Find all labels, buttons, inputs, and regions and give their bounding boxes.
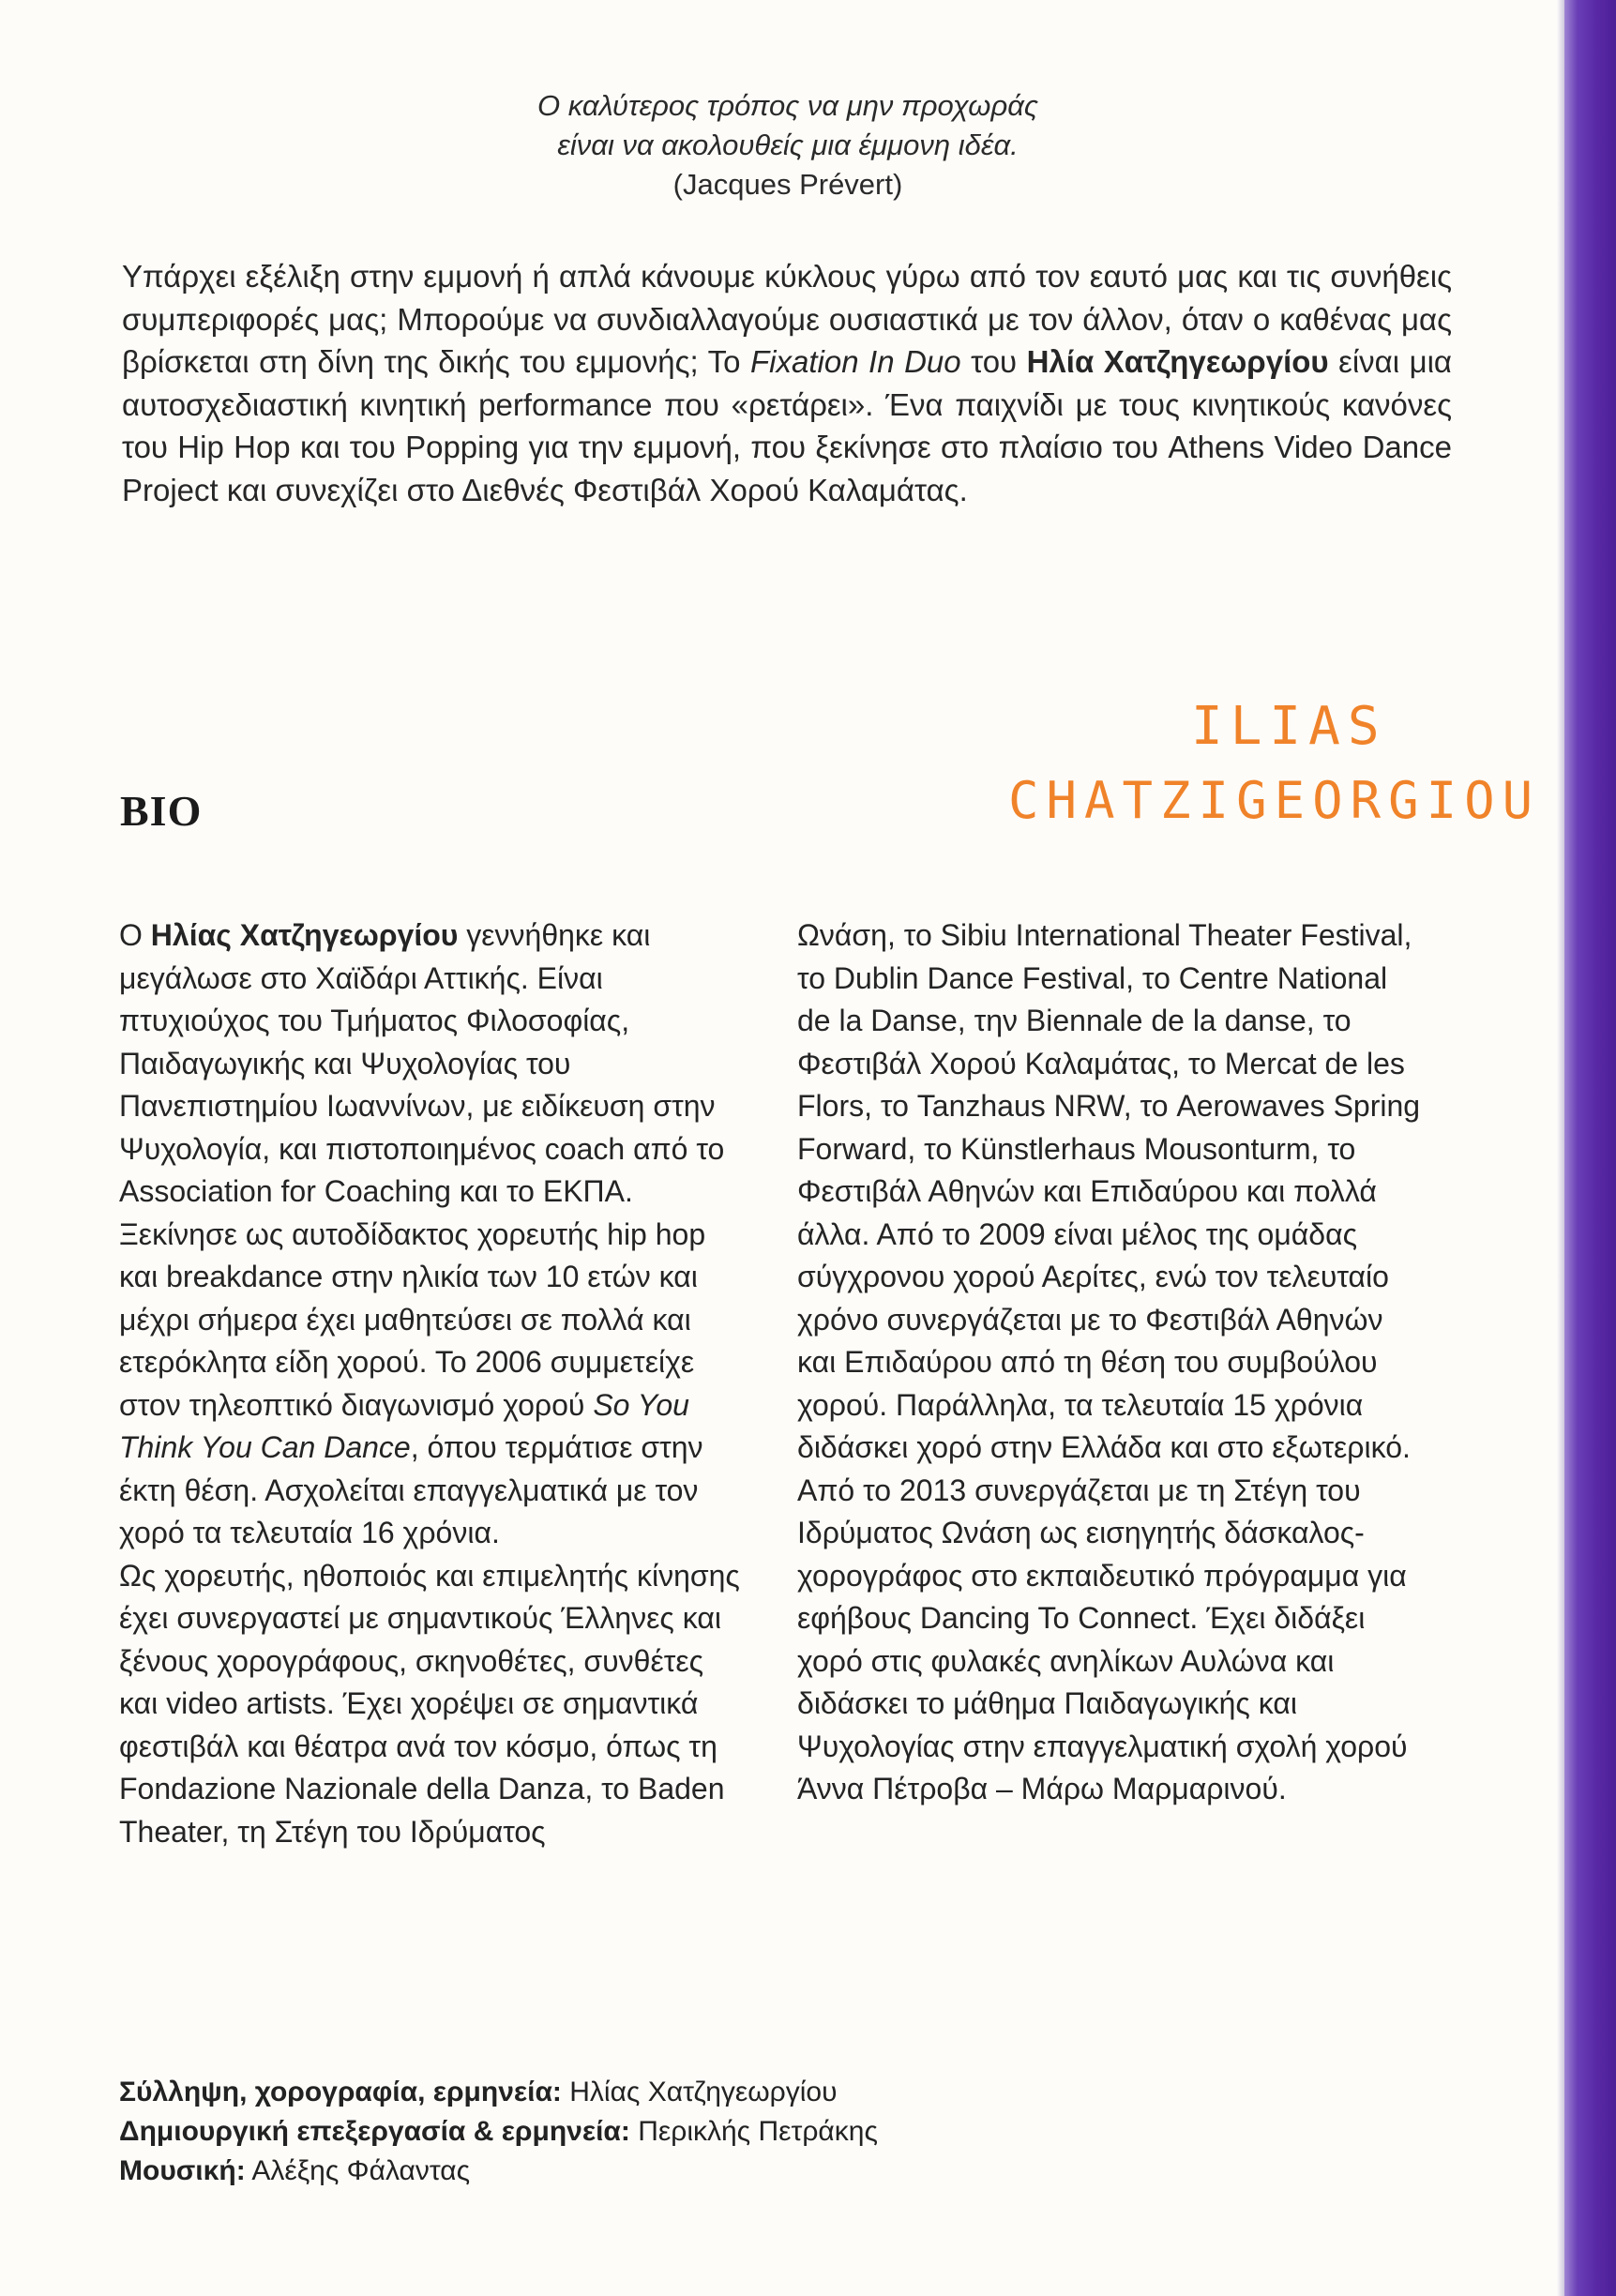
- quote-line-2: είναι να ακολουθείς μια έμμονη ιδέα.: [557, 128, 1019, 161]
- bio-paragraph-3: Ωνάση, το Sibiu International Theater Festival, το Dublin Dance Festival, το Centre National de la Danse, την Biennale de la danse, το Φεστιβάλ Χορού Καλαμάτας, το Mercat de les Flors, το Tanzhaus NRW, το Aerowaves Spring Forward, το Künstlerhaus Mousonturm, το Φεστιβάλ Αθηνών και Επιδαύρου και πολλά άλλα. Από το 2009 είναι μέλος της ομάδας σύγχρονου χορού Αερίτες, ενώ τον τελευταίο χρόνο συνεργάζεται με το Φεστιβάλ Αθηνών και Επιδαύρου από τη θέση του συμβούλου χορού. Παράλληλα, τα τελευταία 15 χρόνια διδάσκει χορό στην Ελλάδα και στο εξωτερικό. Από το 2013 συνεργάζεται με τη Στέγη του Ιδρύματος Ωνάση ως εισηγητής δάσκαλος-χορογράφος στο εκπαιδευτικό πρόγραμμα για εφήβους Dancing To Connect. Έχει διδάξει χορό στις φυλακές ανηλίκων Αυλώνα και διδάσκει το μάθημα Παιδαγωγικής και Ψυχολογίας στην επαγγελματική σχολή χορού Άννα Πέτροβα – Μάρω Μαρμαρινού.: [797, 918, 1421, 1805]
- intro-work-title: Fixation In Duo: [750, 344, 961, 379]
- credit-row: [119, 2073, 1338, 2112]
- intro-artist-name: Ηλία Χατζηγεωργίου: [1026, 344, 1329, 379]
- credit-label: Σύλληψη, χορογραφία, ερμηνεία:: [119, 2077, 562, 2107]
- artist-first-name: ILIAS: [1191, 696, 1387, 757]
- epigraph-quote: [375, 86, 1201, 204]
- bio-text: Ο: [119, 918, 151, 952]
- credit-label: Μουσική:: [119, 2155, 246, 2186]
- bio-text: γεννήθηκε και μεγάλωσε στο Χαϊδάρι Αττικής. Είναι πτυχιούχος του Τμήματος Φιλοσοφίας, Παιδαγωγικής και Ψυχολογίας του Πανεπιστημίου Ιωαννίνων, με ειδίκευση στην Ψυχολογία, και πιστοποιημένος coach από το Association for Coaching και το ΕΚΠΑ. Ξεκίνησε ως αυτοδίδακτος χορευτής hip hop και breakdance στην ηλικία των 10 ετών και μέχρι σήμερα έχει μαθητεύσει σε πολλά και ετερόκλητα είδη χορού. Το 2006 συμμετείχε στον τηλεοπτικό διαγωνισμό χορού: [119, 918, 725, 1422]
- credit-value: Περικλής Πετράκης: [629, 2116, 878, 2147]
- bio-column-left: [119, 914, 746, 1853]
- credit-row: [119, 2112, 1338, 2152]
- intro-paragraph: [122, 255, 1452, 511]
- quote-author: (Jacques Prévert): [672, 168, 903, 201]
- purple-edge-band: [1564, 0, 1616, 2296]
- artist-last-name: CHATZIGEORGIOU: [1008, 771, 1541, 830]
- credit-value: Αλέξης Φάλαντας: [245, 2155, 471, 2186]
- bio-artist-name: Ηλίας Χατζηγεωργίου: [150, 918, 459, 952]
- intro-text-2: του: [960, 344, 1027, 379]
- bio-column-right: [797, 914, 1424, 1811]
- bio-paragraph-2: Ως χορευτής, ηθοποιός και επιμελητής κίνησης έχει συνεργαστεί με σημαντικούς Έλληνες και ξένους χορογράφους, σκηνοθέτες, συνθέτες και video artists. Έχει χορέψει σε σημαντικά φεστιβάλ και θέατρα ανά τον κόσμο, όπως τη Fondazione Nazionale della Danza, το Baden Theater, τη Στέγη του Ιδρύματος: [119, 1558, 740, 1849]
- artist-name-graphic: [1004, 694, 1566, 844]
- credit-value: Ηλίας Χατζηγεωργίου: [561, 2077, 838, 2107]
- bio-heading: BIO: [120, 787, 203, 835]
- bio-show-title: So You Think You Can Dance: [119, 1387, 689, 1464]
- credit-row: [119, 2152, 1338, 2191]
- intro-text-1: Υπάρχει εξέλιξη στην εμμονή ή απλά κάνουμε κύκλους γύρω από τον εαυτό μας και τις συνήθεις συμπεριφορές μας; Μπορούμε να συνδιαλλαγούμε ουσιαστικά με τον άλλον, όταν ο καθένας μας βρίσκεται στη δίνη της δικής του εμμονής; Το: [122, 259, 1452, 379]
- bio-paragraph-1: [119, 914, 746, 1555]
- credits-block: [119, 2073, 1338, 2191]
- intro-text-3: είναι μια αυτοσχεδιαστική κινητική performance που «ρετάρει». Ένα παιχνίδι με τους κινητικούς κανόνες του Hip Hop και του Popping για την εμμονή, που ξεκίνησε στο πλαίσιο του Athens Video Dance Project και συνεχίζει στο Διεθνές Φεστιβάλ Χορού Καλαμάτας.: [122, 344, 1453, 507]
- credit-label: Δημιουργική επεξεργασία & ερμηνεία:: [119, 2116, 630, 2147]
- quote-line-1: Ο καλύτερος τρόπος να μην προχωράς: [537, 89, 1038, 122]
- bio-text: , όπου τερμάτισε στην έκτη θέση. Ασχολείται επαγγελματικά με τον χορό τα τελευταία 16 χρόνια.: [119, 1430, 703, 1549]
